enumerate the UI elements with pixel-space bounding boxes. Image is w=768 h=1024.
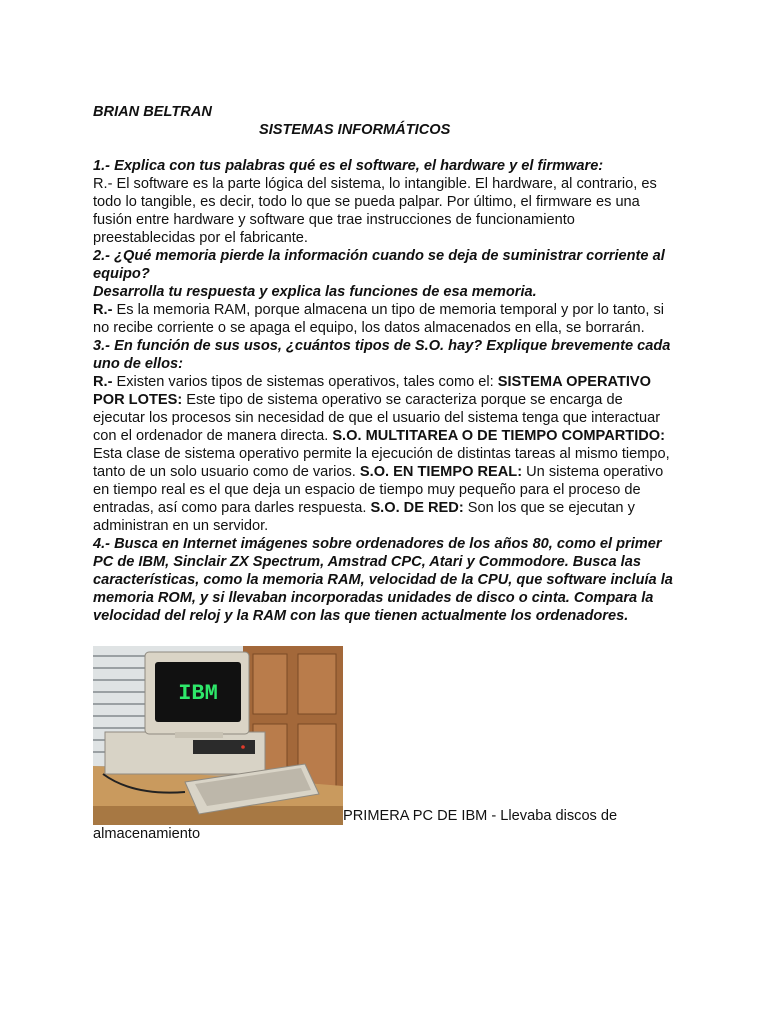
question-2: 2.- ¿Qué memoria pierde la información cuando se deja de suministrar corriente al equipo? [93,248,665,282]
photo-caption: PRIMERA PC DE IBM - Llevaba discos de almacenamiento [93,808,618,842]
os-type-realtime-desc: Un sistema operativo en tiempo real es el que deja un espacio de tiempo muy pequeño para el proceso de entradas, así como para darles respuesta. [93,464,664,516]
os-type-network: S.O. DE RED: [370,500,464,516]
os-type-multitask-desc: Esta clase de sistema operativo permite la ejecución de distintas tareas al mismo tiempo, tanto de un solo usuario como de varios. [93,446,670,480]
answer-2-text: Es la memoria RAM, porque almacena un tipo de memoria temporal y por lo tanto, si no recibe corriente o se apaga el equipo, los datos almacenados en ella, se borrarán. [93,302,665,336]
question-2-followup: Desarrolla tu respuesta y explica las funciones de esa memoria. [93,284,537,300]
os-type-batch-desc: Este tipo de sistema operativo se caracteriza porque se encarga de ejecutar los procesos sin necesidad de que el usuario del sistema tenga que interactuar con el ordenador de manera directa. [93,392,661,444]
author-name: BRIAN BELTRAN [93,104,212,120]
question-4: 4.- Busca en Internet imágenes sobre ordenadores de los años 80, como el primer PC de IBM, Sinclair ZX Spectrum, Amstrad CPC, Atari y Commodore. Busca las características, como la memoria RAM, velocidad de la CPU, que software incluía la memoria ROM, y si llevaban incorporadas unidades de disco o cinta. Compara la velocidad del reloj y la RAM con las que tienen actualmente los ordenadores. [93,536,673,624]
ibm-pc-photo [93,646,343,825]
document-title: SISTEMAS INFORMÁTICOS [259,122,451,138]
answer-2 [93,301,677,337]
document-body [93,103,677,843]
answer-1: R.- El software es la parte lógica del sistema, lo intangible. El hardware, al contrario, es todo lo tangible, es decir, todo lo que se pueda palpar. Por último, el firmware es una fusión entre hardware y software que trae instrucciones de funcionamiento preestablecidas por el fabricante. [93,176,657,246]
answer-3 [93,373,677,535]
answer-2-label: R.- [93,302,113,318]
question-3: 3.- En función de sus usos, ¿cuántos tipos de S.O. hay? Explique brevemente cada uno de ellos: [93,338,671,372]
answer-3-label: R.- [93,374,113,390]
os-type-network-desc: Son los que se ejecutan y administran en un servidor. [93,500,635,534]
os-type-batch: SISTEMA OPERATIVO POR LOTES: [93,374,651,408]
answer-3-intro: Existen varios tipos de sistemas operativos, tales como el: [112,374,498,390]
os-type-realtime: S.O. EN TIEMPO REAL: [359,464,523,480]
photo-with-caption [93,646,677,843]
os-type-multitask: S.O. MULTITAREA O DE TIEMPO COMPARTIDO: [332,428,665,444]
screen-text: IBM [178,681,218,706]
question-1: 1.- Explica con tus palabras qué es el software, el hardware y el firmware: [93,158,604,174]
